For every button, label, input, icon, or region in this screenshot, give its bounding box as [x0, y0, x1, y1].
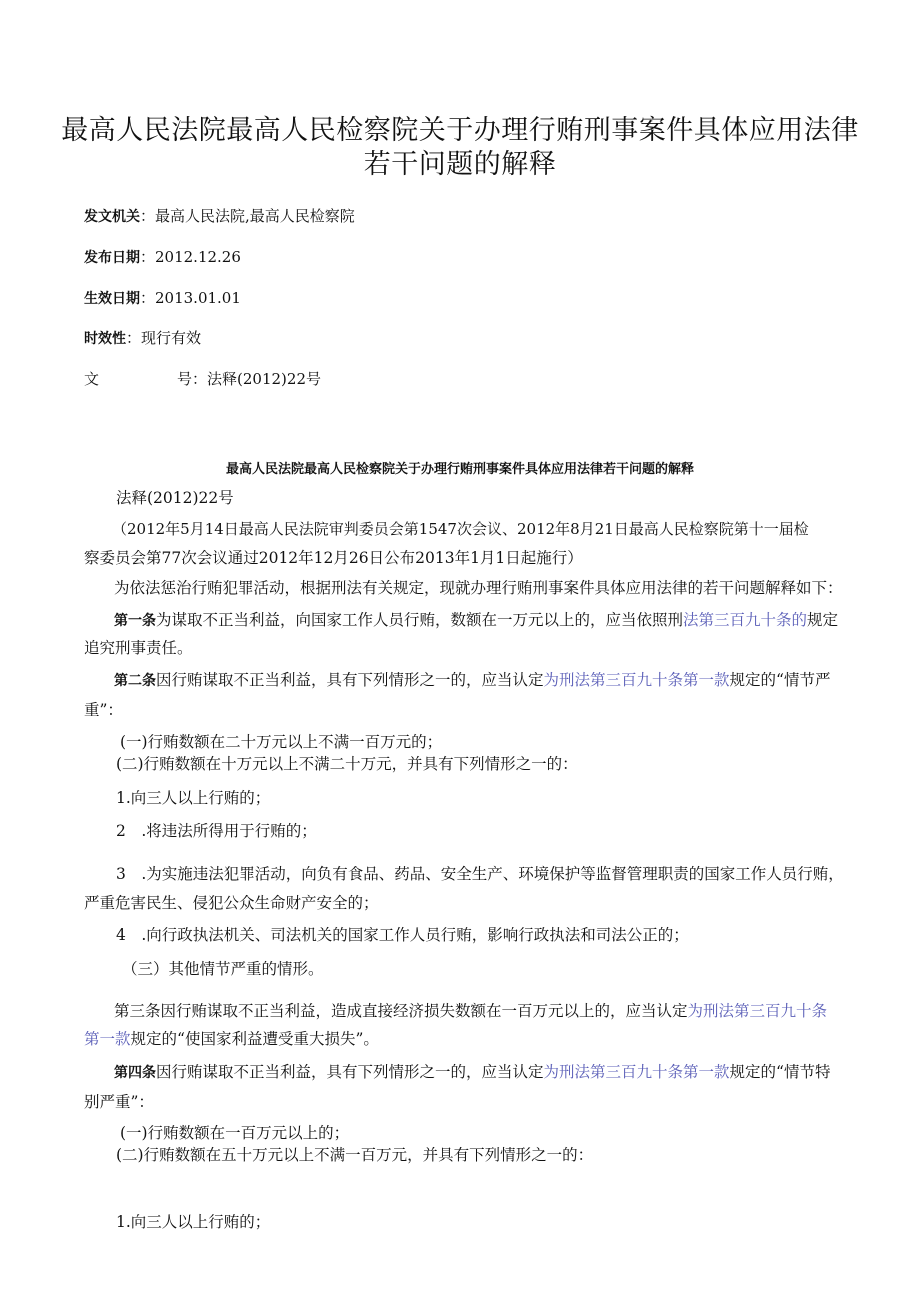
meta-pub-date — [84, 246, 241, 267]
article-1-text-a: 为谋取不正当利益，向国家工作人员行贿，数额在一万元以上的，应当依照刑 — [156, 611, 684, 629]
meta-validity-value: ：现行有效 — [126, 329, 202, 347]
body-subtitle: 最高人民法院最高人民检察院关于办理行贿刑事案件具体应用法律若干问题的解释 — [225, 462, 694, 477]
document-title-line2: 若干问题的解释 — [363, 149, 557, 180]
meta-docno-value: ：法释(2012)22号 — [192, 370, 321, 388]
meta-docno — [84, 368, 321, 389]
body-docno: 法释(2012)22号 — [116, 489, 234, 507]
article-1-line2: 追究刑事责任。 — [84, 639, 193, 657]
meta-eff-date-label: 生效日期 — [84, 291, 140, 307]
meta-eff-date — [84, 287, 241, 308]
article-2-text-a: 因行贿谋取不正当利益，具有下列情形之一的，应当认定 — [156, 671, 544, 689]
adoption-line-2: 察委员会第77次会议通过2012年12月26日公布2013年1月1日起施行） — [84, 549, 583, 567]
article-2-item-1: (一)行贿数额在二十万元以上不满一百万元的； — [120, 733, 443, 751]
article-2-sub-4: 4 .向行政执法机关、司法机关的国家工作人员行贿，影响行政执法和司法公正的； — [116, 926, 689, 944]
article-4-item-2: (二)行贿数额在五十万元以上不满一百万元，并具有下列情形之一的： — [116, 1146, 594, 1164]
article-2-link[interactable]: 为刑法第三百九十条第一款 — [543, 671, 730, 689]
adoption-line-1: （2012年5月14日最高人民法院审判委员会第1547次会议、2012年8月21日最高人民检察院第十一届检 — [112, 520, 809, 538]
article-2-sub-3-line1: 3 .为实施违法犯罪活动，向负有食品、药品、安全生产、环境保护等监督管理职责的国家工作人员行贿， — [116, 865, 844, 883]
meta-issuer — [84, 205, 355, 226]
meta-pub-date-label: 发布日期 — [84, 250, 140, 266]
article-3-line2 — [84, 1027, 379, 1049]
article-4-label: 第四条 — [114, 1065, 156, 1081]
article-4-text-b: 规定的“情节特 — [729, 1063, 831, 1081]
article-3-link-b[interactable]: 第一款 — [84, 1030, 131, 1048]
document-title-line1: 最高人民法院最高人民检察院关于办理行贿刑事案件具体应用法律 — [61, 115, 859, 146]
article-4-item-1: (一)行贿数额在一百万元以上的； — [120, 1124, 350, 1142]
article-2-sub-3-line2: 严重危害民生、侵犯公众生命财产安全的； — [84, 894, 379, 912]
intro-paragraph: 为依法惩治行贿犯罪活动，根据刑法有关规定，现就办理行贿刑事案件具体应用法律的若干问题解释如下： — [114, 579, 843, 597]
article-4-line1 — [114, 1060, 830, 1082]
article-1-text-b: 规定 — [807, 611, 839, 629]
article-1-link[interactable]: 法第三百九十条的 — [683, 611, 808, 629]
meta-pub-date-value: ：2012.12.26 — [140, 248, 241, 266]
meta-validity — [84, 327, 201, 348]
article-4-sub-1: 1.向三人以上行贿的； — [116, 1213, 271, 1231]
article-1-label: 第一条 — [114, 613, 156, 629]
article-2-item-2: (二)行贿数额在十万元以上不满二十万元，并具有下列情形之一的： — [116, 755, 578, 773]
article-2-label: 第二条 — [114, 673, 156, 689]
article-2-item-3: （三）其他情节严重的情形。 — [122, 960, 324, 978]
article-2-text-b: 规定的“情节严 — [729, 671, 831, 689]
article-3-text-a: 第三条因行贿谋取不正当利益，造成直接经济损失数额在一百万元以上的，应当认定 — [114, 1002, 688, 1020]
meta-eff-date-value: ：2013.01.01 — [140, 289, 241, 307]
article-4-line2: 别严重”： — [84, 1093, 154, 1111]
article-4-text-a: 因行贿谋取不正当利益，具有下列情形之一的，应当认定 — [156, 1063, 544, 1081]
article-3-line1 — [114, 999, 827, 1021]
meta-issuer-label: 发文机关 — [84, 209, 140, 225]
meta-docno-label-2: 号 — [177, 370, 193, 388]
article-2-line2: 重”： — [84, 701, 123, 719]
article-4-link[interactable]: 为刑法第三百九十条第一款 — [543, 1063, 730, 1081]
meta-issuer-value: ：最高人民法院,最高人民检察院 — [140, 207, 355, 225]
article-3-link-a[interactable]: 为刑法第三百九十条 — [687, 1002, 828, 1020]
article-2-sub-2: 2 .将违法所得用于行贿的； — [116, 822, 317, 840]
article-2-sub-1: 1.向三人以上行贿的； — [116, 789, 271, 807]
article-1-line1 — [114, 608, 838, 630]
article-2-line1 — [114, 668, 830, 690]
meta-validity-label: 时效性 — [84, 331, 126, 347]
article-3-text-b: 规定的“使国家利益遭受重大损失”。 — [130, 1030, 379, 1048]
meta-docno-label-1: 文 — [84, 370, 100, 388]
